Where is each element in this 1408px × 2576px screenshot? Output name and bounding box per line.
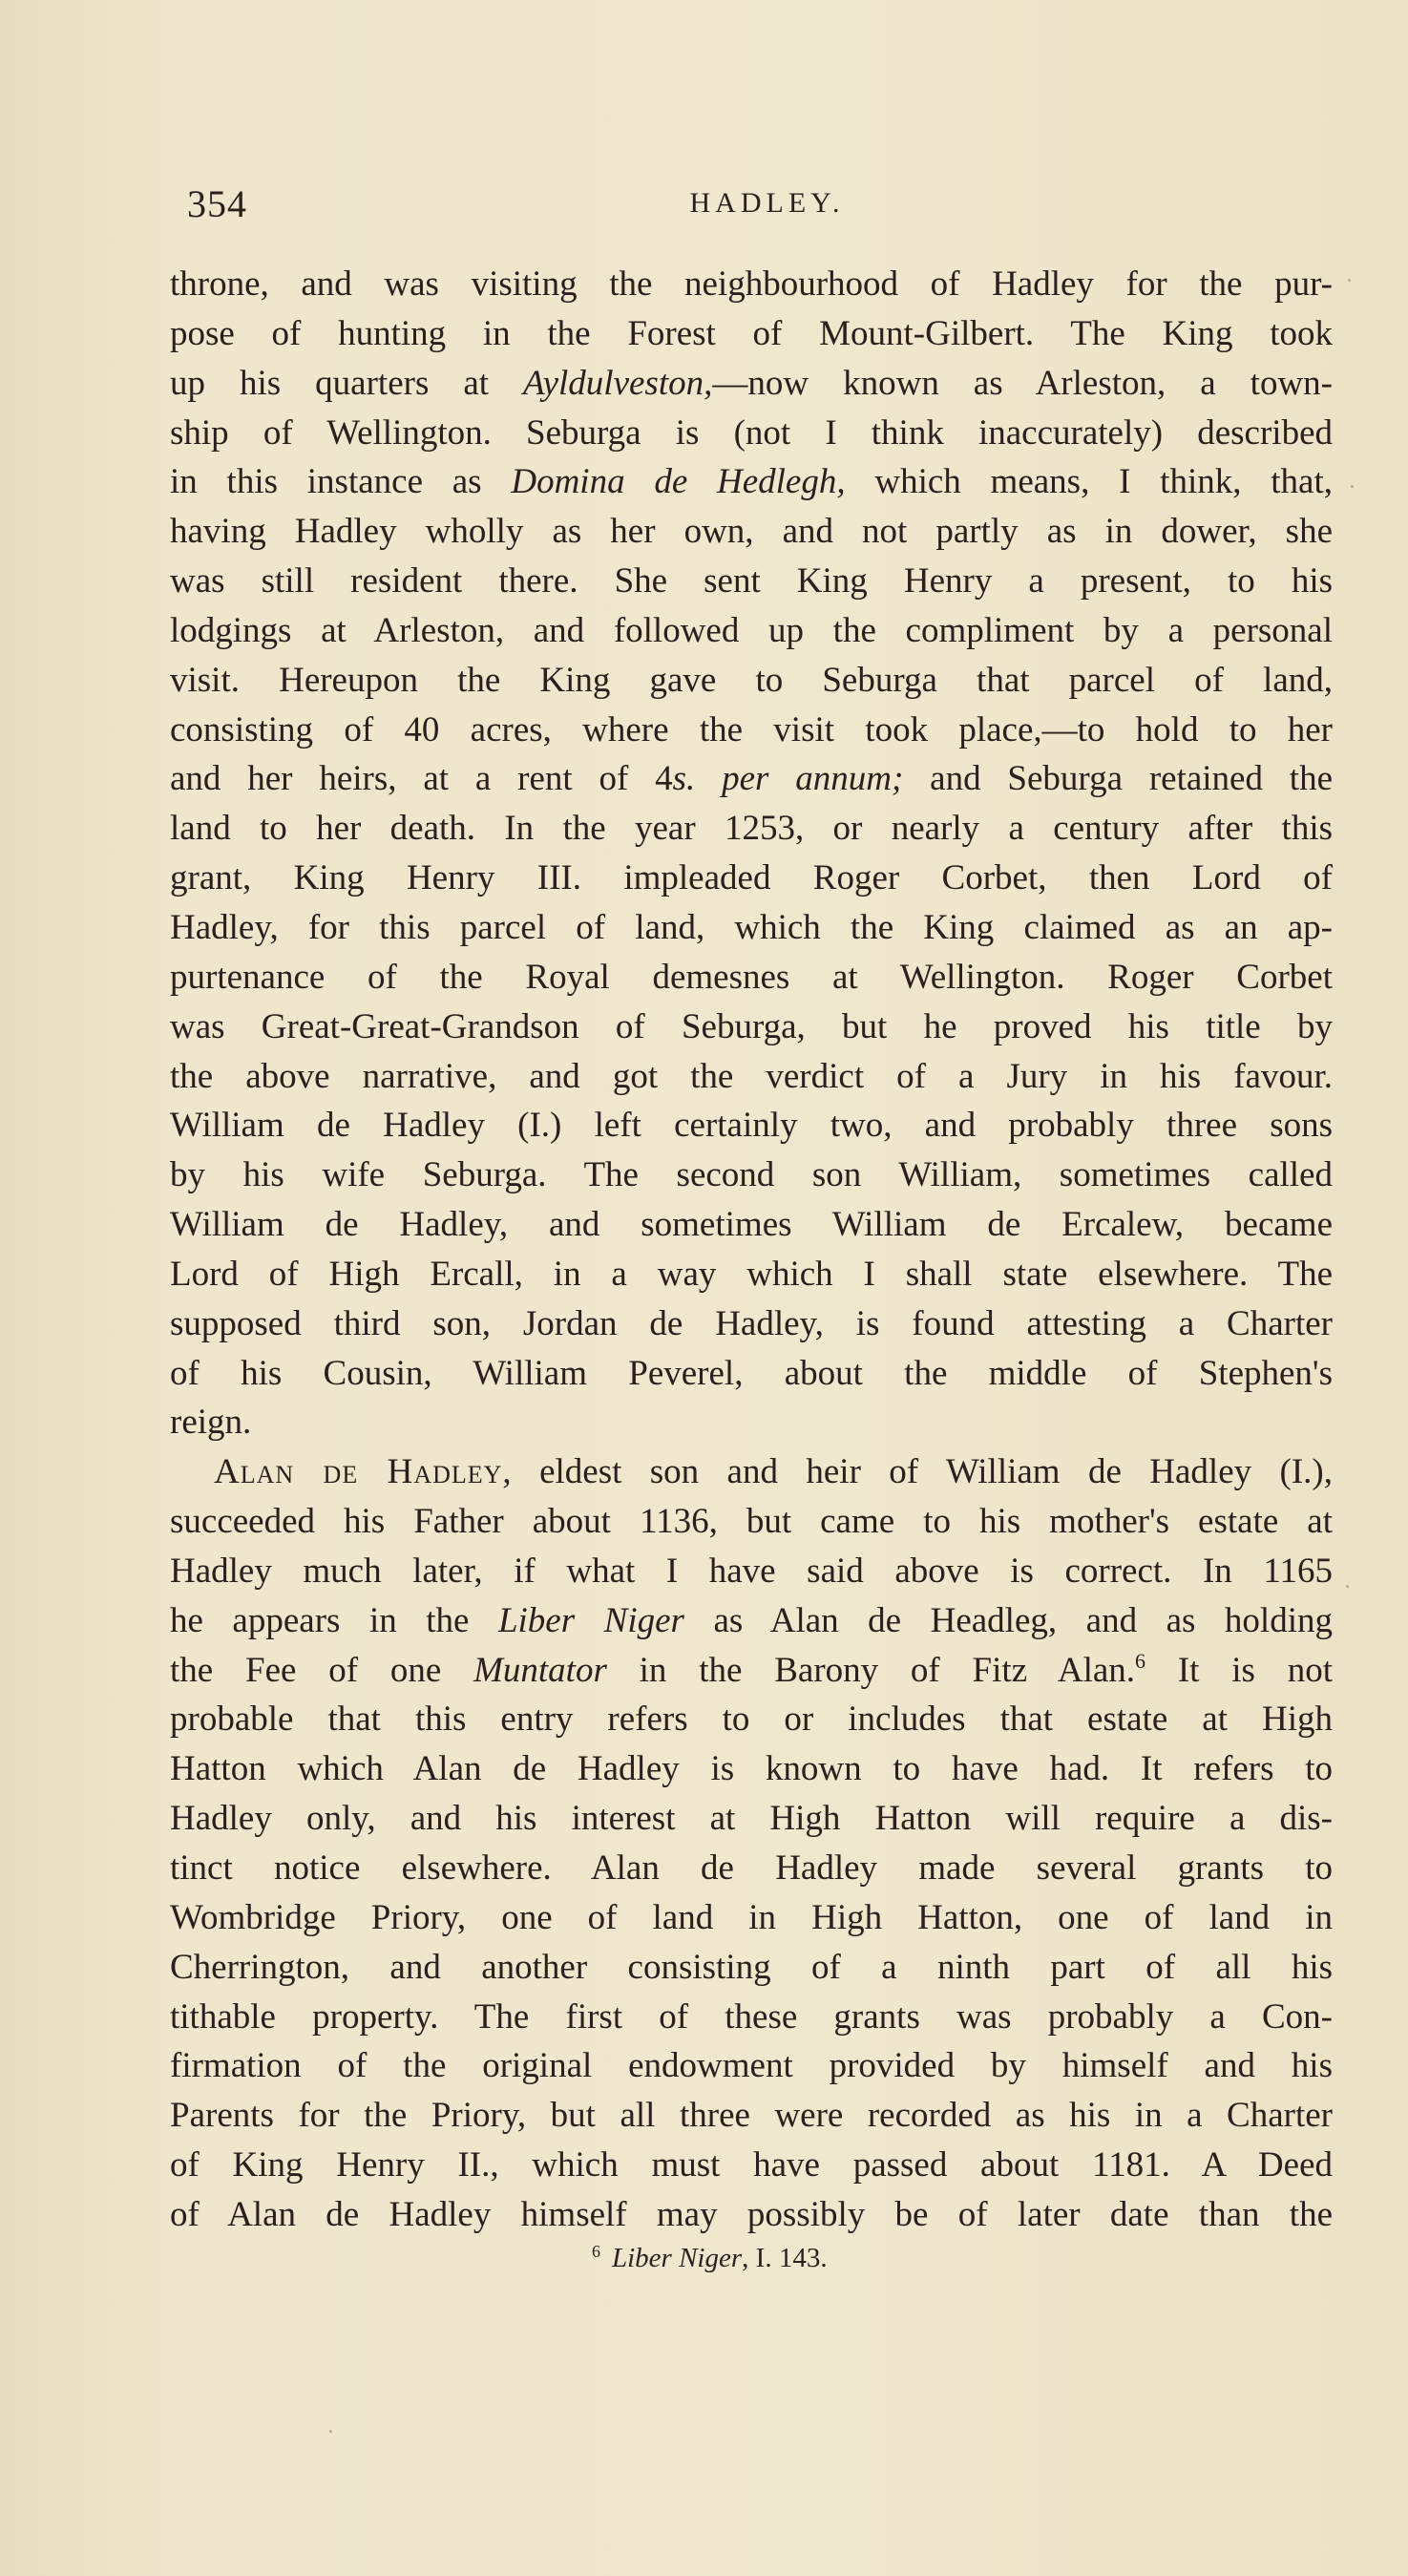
- text-line: [170, 1151, 1333, 1200]
- line-text: having Hadley wholly as her own, and not partly as in dower, she: [170, 512, 1333, 552]
- footnote-reference: , I. 143.: [742, 2243, 828, 2273]
- text-line: [170, 1447, 1333, 1497]
- footnote: [592, 2242, 828, 2274]
- line-text: Lord of High Ercall, in a way which I shall state elsewhere. The: [170, 1254, 1333, 1294]
- text-line: [170, 1101, 1333, 1151]
- body-text: [170, 260, 1333, 2240]
- text-line: [170, 754, 1333, 804]
- text-line: [170, 457, 1333, 507]
- text-line: [170, 1844, 1333, 1893]
- text-line: [170, 2141, 1333, 2190]
- line-text: William de Hadley (I.) left certainly two, and probably three sons: [170, 1106, 1333, 1146]
- line-text: as Alan de Headleg, and as holding: [683, 1600, 1333, 1640]
- line-text: purtenance of the Royal demesnes at Wellington. Roger Corbet: [170, 957, 1333, 997]
- text-line: [170, 1596, 1333, 1646]
- line-text: and Seburga retained the: [903, 759, 1334, 799]
- text-line: [170, 1547, 1333, 1596]
- line-text: pose of hunting in the Forest of Mount-Gilbert. The King took: [170, 313, 1333, 353]
- italic-text: s. per annum;: [672, 759, 904, 799]
- text-line: [170, 804, 1333, 854]
- line-text: the Fee of one: [170, 1650, 474, 1690]
- paper-speck: [1348, 279, 1351, 282]
- line-text: was Great-Great-Grandson of Seburga, but he proved his title by: [170, 1006, 1333, 1046]
- text-line: [170, 1003, 1333, 1052]
- line-text: It is not: [1145, 1650, 1333, 1690]
- line-text: Wombridge Priory, one of land in High Hatton, one of land in: [170, 1897, 1333, 1937]
- line-text: by his wife Seburga. The second son William, sometimes called: [170, 1155, 1333, 1195]
- text-line: [170, 1993, 1333, 2042]
- text-line: [170, 1398, 1333, 1447]
- text-line: [170, 953, 1333, 1003]
- footnote-title: Liber Niger: [612, 2243, 743, 2273]
- line-text: of King Henry II., which must have passed about 1181. A Deed: [170, 2145, 1333, 2185]
- line-text: of his Cousin, William Peverel, about the middle of Stephen's: [170, 1353, 1333, 1393]
- footnote-mark: 6: [592, 2242, 600, 2261]
- italic-text: Domina de Hedlegh,: [511, 462, 846, 502]
- line-text: probable that this entry refers to or includes that estate at High: [170, 1700, 1333, 1740]
- text-line: [170, 359, 1333, 409]
- line-text: land to her death. In the year 1253, or nearly a century after this: [170, 809, 1333, 849]
- line-text: tinct notice elsewhere. Alan de Hadley made several grants to: [170, 1848, 1333, 1888]
- line-text: which means, I think, that,: [845, 462, 1333, 502]
- text-line: [170, 1695, 1333, 1744]
- text-line: [170, 1299, 1333, 1349]
- text-line: [170, 1497, 1333, 1547]
- text-line: [170, 706, 1333, 755]
- text-line: [170, 606, 1333, 656]
- italic-text: Muntator: [473, 1650, 607, 1690]
- footnote-reference-mark: 6: [1135, 1648, 1146, 1673]
- text-line: [170, 1200, 1333, 1250]
- line-text: Cherrington, and another consisting of a ninth part of all his: [170, 1947, 1333, 1987]
- line-text: and her heirs, at a rent of 4: [170, 759, 673, 799]
- page-number: 354: [187, 182, 247, 225]
- line-text: William de Hadley, and sometimes William de Ercalew, became: [170, 1205, 1333, 1245]
- paper-speck: [1346, 1585, 1349, 1588]
- line-text: lodgings at Arleston, and followed up the compliment by a personal: [170, 610, 1333, 650]
- text-line: [170, 1943, 1333, 1993]
- text-line: [170, 507, 1333, 557]
- text-line: [170, 1744, 1333, 1794]
- line-text: Hadley much later, if what I have said above is correct. In 1165: [170, 1551, 1333, 1591]
- line-text: succeeded his Father about 1136, but came to his mother's estate at: [170, 1502, 1333, 1542]
- line-text: in the Barony of Fitz Alan.: [606, 1650, 1136, 1690]
- paper-speck: [329, 2430, 332, 2433]
- text-line: [170, 309, 1333, 359]
- line-text: , eldest son and heir of William de Hadley (I.),: [502, 1452, 1333, 1492]
- text-line: [170, 2190, 1333, 2240]
- text-line: [170, 557, 1333, 606]
- line-text: the above narrative, and got the verdict of a Jury in his favour.: [170, 1056, 1333, 1096]
- small-caps-name: Alan de Hadley: [214, 1452, 503, 1492]
- line-text: was still resident there. She sent King Henry a present, to his: [170, 561, 1333, 602]
- line-text: ship of Wellington. Seburga is (not I think inaccurately) described: [170, 412, 1333, 453]
- text-line: [170, 1893, 1333, 1943]
- text-line: [170, 409, 1333, 458]
- text-line: [170, 260, 1333, 309]
- line-text: —now known as Arleston, a town-: [712, 363, 1334, 403]
- italic-text: Liber Niger: [497, 1600, 684, 1640]
- running-title: HADLEY.: [689, 187, 845, 219]
- line-text: supposed third son, Jordan de Hadley, is found attesting a Charter: [170, 1303, 1333, 1343]
- text-line: [170, 2091, 1333, 2141]
- text-line: [170, 656, 1333, 706]
- running-head: [187, 181, 1347, 229]
- text-line: [170, 2041, 1333, 2091]
- line-text: reign.: [170, 1403, 252, 1443]
- line-text: firmation of the original endowment provided by himself and his: [170, 2046, 1333, 2086]
- text-line: [170, 1794, 1333, 1844]
- line-text: in this instance as: [170, 462, 512, 502]
- line-text: of Alan de Hadley himself may possibly be of later date than the: [170, 2194, 1333, 2234]
- text-line: [170, 1052, 1333, 1102]
- line-text: Hadley, for this parcel of land, which the King claimed as an ap-: [170, 907, 1333, 947]
- line-text: he appears in the: [170, 1600, 498, 1640]
- line-text: Hadley only, and his interest at High Hatton will require a dis-: [170, 1799, 1333, 1839]
- line-text: Parents for the Priory, but all three were recorded as his in a Charter: [170, 2096, 1333, 2136]
- line-text: visit. Hereupon the King gave to Seburga that parcel of land,: [170, 660, 1333, 700]
- paper-speck: [1351, 485, 1354, 488]
- text-line: [170, 1646, 1333, 1696]
- line-text: grant, King Henry III. impleaded Roger Corbet, then Lord of: [170, 858, 1333, 898]
- italic-text: Ayldulveston,: [523, 363, 713, 403]
- text-line: [170, 903, 1333, 953]
- line-text: consisting of 40 acres, where the visit took place,—to hold to her: [170, 709, 1333, 750]
- text-line: [170, 1250, 1333, 1299]
- text-line: [170, 854, 1333, 903]
- line-text: throne, and was visiting the neighbourhood of Hadley for the pur-: [170, 264, 1333, 304]
- text-line: [170, 1349, 1333, 1399]
- line-text: Hatton which Alan de Hadley is known to have had. It refers to: [170, 1749, 1333, 1789]
- line-text: up his quarters at: [170, 363, 524, 403]
- line-text: tithable property. The first of these grants was probably a Con-: [170, 1996, 1333, 2037]
